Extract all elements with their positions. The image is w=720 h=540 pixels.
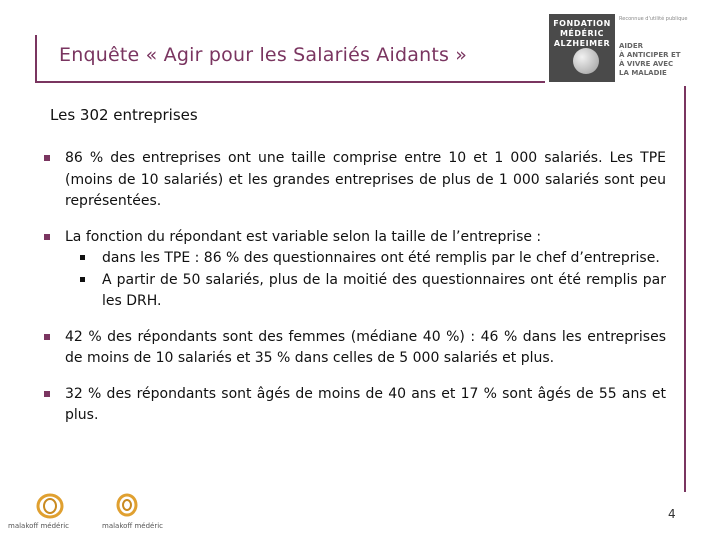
logo-name-line2: MÉDÉRIC — [559, 29, 605, 38]
title-frame — [35, 35, 545, 83]
bullet-text: La fonction du répondant est variable selon la taille de l’entreprise : — [65, 228, 542, 245]
bullet-list — [42, 148, 666, 441]
page-title: Enquête « Agir pour les Salariés Aidants » — [59, 44, 468, 66]
swirl-icon — [30, 492, 70, 520]
globe-icon — [573, 48, 599, 74]
logo-tag-3: À VIVRE AVEC — [619, 60, 674, 68]
bullet-item — [42, 148, 666, 213]
logo-block — [549, 14, 615, 82]
logo-tag-2: À ANTICIPER ET — [619, 51, 681, 59]
sub-bullet-item — [65, 248, 666, 270]
logo2-text: malakoff médéric — [102, 522, 164, 530]
sub-bullet-item — [65, 270, 666, 313]
logo-name-line1: FONDATION — [553, 19, 611, 28]
page-number: 4 — [668, 507, 676, 521]
logo-tag-small: Reconnue d'utilité publique — [619, 16, 688, 22]
right-divider — [684, 86, 686, 492]
fondation-logo — [549, 14, 699, 82]
bullet-text: 42 % des répondants sont des femmes (médiane 40 %) : 46 % dans les entreprises de moins de 10 salariés et 35 % dans celles de 5 000 salariés et plus. — [65, 328, 666, 366]
bullet-item — [42, 384, 666, 427]
logo1-text: malakoff médéric — [8, 522, 70, 530]
malakoff-logo — [6, 492, 86, 532]
logo-name-line3: ALZHEIMER — [553, 39, 611, 48]
logo-tag-1: AIDER — [619, 42, 644, 50]
secondary-logo — [98, 492, 164, 532]
logo-tag-4: LA MALADIE — [619, 69, 667, 77]
bullet-text: 86 % des entreprises ont une taille comprise entre 10 et 1 000 salariés. Les TPE (moins de 10 salariés) et les grandes entreprises de plus de 1 000 salariés sont peu représentées. — [65, 150, 666, 209]
section-subtitle: Les 302 entreprises — [50, 106, 198, 124]
bullet-item — [42, 327, 666, 370]
bullet-item — [42, 227, 666, 313]
sub-bullet-text: A partir de 50 salariés, plus de la moitié des questionnaires ont été remplis par les DRH. — [102, 271, 666, 309]
swirl-icon — [112, 492, 142, 520]
bullet-text: 32 % des répondants sont âgés de moins de 40 ans et 17 % sont âgés de 55 ans et plus. — [65, 385, 666, 423]
sub-bullet-text: dans les TPE : 86 % des questionnaires ont été remplis par le chef d’entreprise. — [102, 250, 660, 266]
